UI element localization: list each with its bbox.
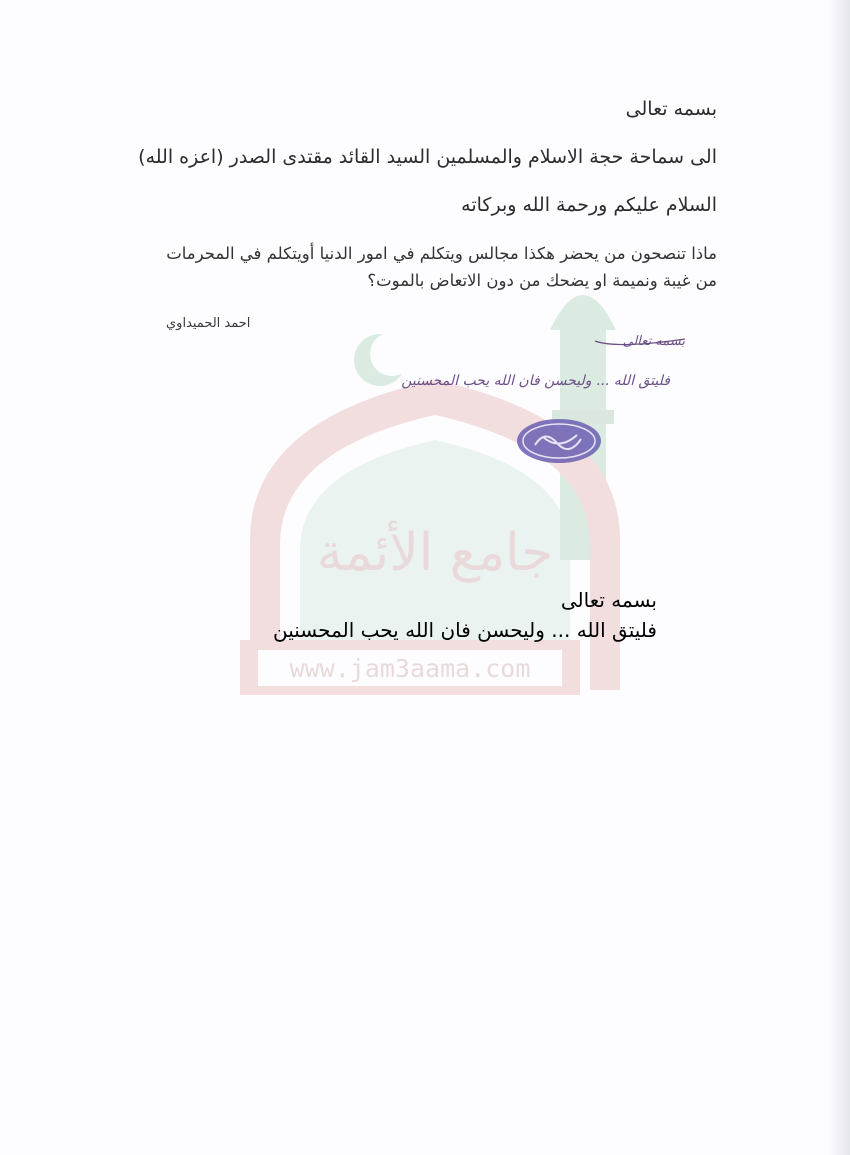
seal-stamp bbox=[515, 417, 603, 465]
watermark-site-text: www.jam3aama.com bbox=[289, 654, 531, 683]
typed-reply-line2: فليتق الله ... وليحسن فان الله يحب المحسنين bbox=[273, 618, 657, 642]
question-line: من غيبة ونميمة او يضحك من دون الاتعاض بالموت؟ bbox=[367, 271, 717, 290]
watermark-logo-text: جامع الأئمة bbox=[316, 523, 554, 583]
handwritten-reply-line2: فليتق الله ... وليحسن فان الله يحب المحسنين bbox=[401, 373, 670, 389]
letter-signature: احمد الحميداوي bbox=[166, 316, 251, 331]
letter-greeting: السلام عليكم ورحمة الله وبركاته bbox=[461, 194, 717, 216]
typed-reply-line1: بسمه تعالى bbox=[560, 588, 657, 612]
question-line: ماذا تنصحون من يحضر هكذا مجالس ويتكلم في امور الدنيا أويتكلم في المحرمات bbox=[166, 244, 717, 263]
letter-addressee: الى سماحة حجة الاسلام والمسلمين السيد القائد مقتدى الصدر (اعزه الله) bbox=[138, 146, 717, 168]
handwritten-reply-line1: بسمه تعالى bbox=[622, 334, 685, 349]
handwritten-reply bbox=[355, 325, 695, 400]
scan-edge-shadow bbox=[828, 0, 850, 1155]
typed-reply bbox=[273, 585, 657, 645]
letter-question bbox=[117, 240, 717, 294]
letter-basmala: بسمه تعالى bbox=[625, 98, 717, 120]
